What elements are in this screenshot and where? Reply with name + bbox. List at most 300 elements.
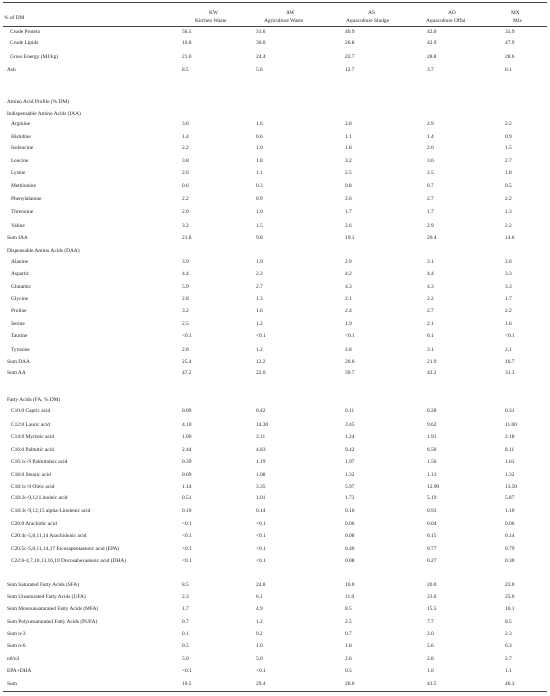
column-name-kw: Kitchen Waste: [195, 18, 227, 24]
table-row: [0, 100, 550, 108]
column-name-mx: Mix: [513, 18, 522, 24]
row-label: Lysine: [11, 170, 26, 176]
table-cell: 2.0: [427, 631, 434, 637]
table-cell: 2.2: [182, 196, 189, 202]
table-cell: 42.9: [427, 40, 437, 46]
table-cell: 19.1: [345, 235, 355, 241]
table-cell: 23.0: [427, 594, 437, 600]
table-row: [0, 112, 550, 120]
table-cell: 0.27: [427, 558, 437, 564]
table-cell: 4.4: [182, 271, 189, 277]
table-cell: 2.1: [505, 347, 512, 353]
table-cell: 0.7: [427, 183, 434, 189]
table-cell: 0.9: [505, 134, 512, 140]
table-row: [0, 547, 550, 555]
column-code-kw: KW: [209, 10, 218, 16]
table-cell: 1.32: [505, 472, 515, 478]
table-cell: 1.73: [345, 495, 355, 501]
table-cell: 0.14: [256, 508, 266, 514]
table-cell: 0.5: [345, 668, 352, 674]
table-cell: 0.42: [256, 408, 266, 414]
table-cell: 46.3: [505, 681, 515, 687]
table-row: [0, 559, 550, 567]
row-label: Ash: [7, 67, 16, 73]
table-cell: 1.0: [256, 643, 263, 649]
table-cell: 0.6: [256, 134, 263, 140]
table-row: [0, 348, 550, 356]
table-cell: 0.5: [505, 183, 512, 189]
table-row: [0, 197, 550, 205]
row-label: Indispensable Amino Acids (IAA): [7, 111, 81, 117]
table-row: [0, 360, 550, 368]
table-cell: 2.8: [345, 347, 352, 353]
table-row: [0, 68, 550, 76]
table-cell: 2.2: [505, 223, 512, 229]
table-cell: 3.6: [182, 121, 189, 127]
table-cell: 1.7: [182, 606, 189, 612]
table-row: [0, 210, 550, 218]
table-cell: 1.4: [427, 134, 434, 140]
table-cell: 0.30: [505, 558, 515, 564]
table-cell: 0.9: [256, 196, 263, 202]
table-cell: 2.4: [345, 308, 352, 314]
table-row: [0, 272, 550, 280]
table-cell: <0.1: [256, 521, 266, 527]
table-cell: 4.3: [345, 284, 352, 290]
row-label: C20:0 Arachidic acid: [11, 521, 57, 527]
row-label: n6/n3: [7, 656, 20, 662]
row-label: Tyrosine: [11, 347, 30, 353]
table-cell: 8.11: [505, 447, 515, 453]
header-rule: [3, 26, 547, 27]
table-cell: 7.7: [427, 619, 434, 625]
table-row: [0, 41, 550, 49]
table-cell: 3.45: [345, 422, 355, 428]
table-row: [0, 620, 550, 628]
table-cell: 8.5: [182, 67, 189, 73]
table-row: [0, 583, 550, 591]
table-cell: 1.9: [256, 259, 263, 265]
table-cell: 0.5: [182, 643, 189, 649]
table-cell: 14.30: [256, 422, 269, 428]
table-row: [0, 632, 550, 640]
table-cell: 1.3: [505, 209, 512, 215]
row-label: C18:1c-9 Oleic acid: [11, 484, 55, 490]
table-cell: 2.9: [427, 121, 434, 127]
table-row: [0, 30, 550, 38]
table-cell: 5.19: [427, 495, 437, 501]
table-cell: 1.01: [256, 495, 266, 501]
table-cell: 21.9: [427, 359, 437, 365]
table-row: [0, 236, 550, 244]
table-cell: <0.1: [345, 333, 355, 339]
table-row: [0, 171, 550, 179]
table-cell: 25.0: [505, 594, 515, 600]
row-label: Sum n-6: [7, 643, 26, 649]
table-cell: 1.0: [256, 145, 263, 151]
table-cell: 2.2: [505, 308, 512, 314]
table-cell: 0.1: [182, 631, 189, 637]
table-cell: 5.87: [505, 495, 515, 501]
table-cell: 0.15: [427, 533, 437, 539]
table-cell: 2.7: [427, 308, 434, 314]
table-cell: 0.3: [256, 183, 263, 189]
table-cell: 2.1: [427, 321, 434, 327]
table-cell: 20.4: [427, 235, 437, 241]
table-cell: 9.42: [345, 447, 355, 453]
row-label: C16:0 Palmitic acid: [11, 447, 54, 453]
table-cell: 9.62: [427, 422, 437, 428]
row-label: Glycine: [11, 296, 29, 302]
table-cell: 24.0: [256, 582, 266, 588]
table-cell: 1.10: [505, 508, 515, 514]
table-cell: 3.6: [427, 158, 434, 164]
table-cell: 2.6: [345, 223, 352, 229]
table-cell: 2.6: [345, 656, 352, 662]
table-row: [0, 485, 550, 493]
row-label: EPA+DHA: [7, 668, 32, 674]
table-cell: 2.9: [345, 259, 352, 265]
table-cell: 2.7: [505, 158, 512, 164]
table-cell: 8.5: [345, 606, 352, 612]
table-cell: 0.06: [345, 521, 355, 527]
table-cell: 1.2: [256, 347, 263, 353]
table-cell: 1.19: [256, 459, 266, 465]
table-cell: 25.4: [182, 359, 192, 365]
table-cell: 16.0: [345, 582, 355, 588]
table-cell: 2.5: [345, 619, 352, 625]
table-cell: 1.1: [505, 668, 512, 674]
row-label: Taurine: [11, 333, 28, 339]
table-cell: 12.90: [427, 484, 440, 490]
table-cell: 3.3: [505, 284, 512, 290]
table-cell: 1.61: [505, 459, 515, 465]
table-cell: <0.1: [182, 333, 192, 339]
table-cell: 0.1: [427, 333, 434, 339]
table-cell: 2.18: [505, 434, 515, 440]
table-row: [0, 322, 550, 330]
table-cell: 5.6: [256, 67, 263, 73]
table-cell: 47.9: [505, 40, 515, 46]
table-cell: 0.2: [256, 631, 263, 637]
row-label: C12:0 Lauric acid: [11, 422, 50, 428]
table-cell: 0.14: [505, 533, 515, 539]
table-cell: 1.14: [182, 484, 192, 490]
table-cell: 2.6: [182, 170, 189, 176]
table-cell: 2.7: [427, 196, 434, 202]
table-cell: 2.2: [182, 145, 189, 151]
table-cell: 1.8: [505, 170, 512, 176]
table-cell: 1.6: [505, 321, 512, 327]
column-name-aw: Agriculture Waste: [264, 18, 304, 24]
table-cell: 28.8: [427, 54, 437, 60]
table-cell: 2.7: [505, 656, 512, 662]
column-code-aw: AW: [286, 10, 295, 16]
row-label: Histidine: [11, 134, 31, 140]
table-cell: 3.3: [505, 271, 512, 277]
row-label: Crude Protein: [10, 29, 41, 35]
table-cell: 2.8: [345, 121, 352, 127]
table-cell: <0.1: [256, 533, 266, 539]
table-cell: 2.2: [256, 271, 263, 277]
row-label: Alanine: [11, 259, 29, 265]
table-cell: 31.6: [256, 29, 266, 35]
table-cell: 29.4: [256, 681, 266, 687]
table-cell: 1.0: [256, 209, 263, 215]
row-label: C20:5c-5,8,11,14,17 Eicosapentaenoic acid (EPA): [11, 546, 120, 552]
table-cell: 42.0: [427, 29, 437, 35]
row-label: Sum: [7, 681, 17, 687]
table-cell: 0.16: [345, 508, 355, 514]
table-cell: <0.1: [256, 546, 266, 552]
row-label: C18:3c-9,12,15 alpha-Linolenic acid: [11, 508, 91, 514]
table-cell: 0.51: [182, 495, 192, 501]
table-cell: 1.6: [256, 121, 263, 127]
row-label: Threonine: [11, 209, 34, 215]
table-cell: 5.9: [182, 284, 189, 290]
table-row: [0, 682, 550, 690]
table-cell: 2.7: [256, 284, 263, 290]
table-cell: 4.9: [256, 606, 263, 612]
table-cell: 0.6: [182, 183, 189, 189]
table-cell: 31.3: [505, 370, 515, 376]
table-cell: 4.83: [256, 447, 266, 453]
column-name-as: Aquaculture Sludge: [346, 18, 389, 24]
table-cell: 0.10: [182, 508, 192, 514]
table-cell: 1.00: [182, 434, 192, 440]
row-label: Sum Polyunsaturated Fatty Acids (PUFA): [7, 619, 98, 625]
table-cell: 3.35: [256, 484, 266, 490]
table-row: [0, 607, 550, 615]
table-cell: 1.56: [427, 459, 437, 465]
table-cell: 4.2: [345, 271, 352, 277]
table-cell: 6.1: [256, 594, 263, 600]
table-cell: 2.5: [182, 321, 189, 327]
table-cell: 1.3: [256, 296, 263, 302]
row-label: Sum Monounsaturated Fatty Acids (MFA): [7, 606, 99, 612]
table-cell: 1.08: [256, 472, 266, 478]
table-cell: 0.31: [505, 408, 515, 414]
table-cell: 14.6: [505, 235, 515, 241]
table-cell: 23.0: [505, 582, 515, 588]
table-cell: <0.1: [256, 668, 266, 674]
table-cell: 0.40: [345, 546, 355, 552]
table-cell: 1.6: [256, 308, 263, 314]
table-cell: 0.79: [505, 546, 515, 552]
column-code-mx: MX: [511, 10, 520, 16]
table-row: [0, 496, 550, 504]
table-cell: 1.1: [256, 170, 263, 176]
table-row: [0, 595, 550, 603]
table-cell: 9.8: [256, 235, 263, 241]
table-cell: 2.1: [345, 296, 352, 302]
table-cell: 3.9: [182, 259, 189, 265]
row-label: Gross Energy (MJ/kg): [10, 54, 59, 60]
table-row: [0, 448, 550, 456]
table-cell: <0.1: [256, 558, 266, 564]
table-cell: 0.09: [182, 408, 192, 414]
table-cell: 3.2: [182, 308, 189, 314]
table-cell: 24.4: [256, 54, 266, 60]
table-cell: 0.06: [505, 521, 515, 527]
row-label: Methionine: [11, 183, 36, 189]
row-label: Sum Saturated Fatty Acids (SFA): [7, 582, 80, 588]
row-label: Crude Lipids: [10, 40, 39, 46]
table-cell: 13.50: [505, 484, 518, 490]
table-row: [0, 409, 550, 417]
table-cell: 1.5: [505, 145, 512, 151]
table-row: [0, 146, 550, 154]
table-cell: <0.1: [182, 533, 192, 539]
table-row: [0, 522, 550, 530]
table-cell: 3.1: [427, 259, 434, 265]
table-cell: 22.7: [345, 54, 355, 60]
table-cell: 2.8: [182, 347, 189, 353]
table-cell: 0.08: [345, 533, 355, 539]
table-cell: 2.3: [182, 594, 189, 600]
table-cell: 42.2: [427, 370, 437, 376]
row-label: Dispensable Amino Acids (DAA): [7, 248, 80, 254]
row-label: Valine: [11, 223, 25, 229]
table-row: [0, 509, 550, 517]
table-cell: 3.1: [427, 347, 434, 353]
row-label: Fatty Acids (FA, % DM): [7, 397, 61, 403]
table-cell: 1.0: [427, 668, 434, 674]
table-cell: 33.9: [505, 29, 515, 35]
table-cell: 2.0: [427, 145, 434, 151]
row-label: C10:0 Capric acid: [11, 408, 51, 414]
table-cell: 3.7: [427, 67, 434, 73]
table-cell: 4.3: [427, 284, 434, 290]
table-cell: 12.7: [345, 67, 355, 73]
row-label: Sum DAA: [7, 359, 30, 365]
row-label: C16:1c-9 Palmitoleic acid: [11, 459, 68, 465]
table-cell: 21.0: [182, 54, 192, 60]
table-cell: 1.2: [256, 619, 263, 625]
table-cell: 2.8: [182, 296, 189, 302]
table-cell: 6.3: [505, 643, 512, 649]
table-cell: 20.6: [345, 359, 355, 365]
row-label: Serine: [11, 321, 25, 327]
table-cell: 2.5: [427, 170, 434, 176]
table-cell: 40.9: [345, 29, 355, 35]
table-cell: 0.69: [182, 472, 192, 478]
table-row: [0, 55, 550, 63]
table-cell: 2.2: [427, 296, 434, 302]
table-cell: <0.1: [182, 546, 192, 552]
table-row: [0, 184, 550, 192]
column-name-ao: Aquaculture Offal: [426, 18, 466, 24]
table-bottom-rule: [3, 691, 547, 692]
table-cell: 0.8: [345, 183, 352, 189]
column-code-ao: AO: [448, 10, 456, 16]
table-cell: 2.2: [505, 196, 512, 202]
table-cell: 6.50: [427, 447, 437, 453]
table-cell: 1.4: [182, 134, 189, 140]
table-cell: 16.7: [505, 359, 515, 365]
table-cell: 6.1: [505, 67, 512, 73]
row-label: C14:0 Myristic acid: [11, 434, 55, 440]
table-row: [0, 435, 550, 443]
table-cell: 0.08: [345, 558, 355, 564]
row-label: C22:6-4,7,10,13,16,19 Docosahexaenoic acid (DHA): [11, 558, 126, 564]
row-label: Proline: [11, 308, 27, 314]
table-cell: <0.1: [505, 333, 515, 339]
table-cell: 3.11: [256, 434, 266, 440]
row-label: Sum n-3: [7, 631, 26, 637]
row-label: Glutamic: [11, 284, 32, 290]
table-cell: 1.32: [345, 472, 355, 478]
row-label: C18:2c-9,12 Linoleic acid: [11, 495, 68, 501]
table-cell: 12.2: [256, 359, 266, 365]
table-cell: 2.6: [345, 196, 352, 202]
table-cell: 1.9: [345, 321, 352, 327]
row-label: Isoleucine: [11, 145, 34, 151]
table-cell: 2.6: [505, 259, 512, 265]
table-row: [0, 644, 550, 652]
table-cell: 3.2: [182, 223, 189, 229]
table-cell: 47.2: [182, 370, 192, 376]
table-cell: 3.2: [345, 158, 352, 164]
table-cell: 1.8: [345, 643, 352, 649]
table-cell: 10.8: [182, 40, 192, 46]
table-top-rule: [3, 2, 547, 3]
column-code-as: AS: [368, 10, 375, 16]
table-row: [0, 423, 550, 431]
table-row: [0, 473, 550, 481]
table-cell: 28.6: [505, 54, 515, 60]
table-cell: 8.5: [505, 619, 512, 625]
table-row: [0, 309, 550, 317]
row-label: Phenylalanine: [11, 196, 42, 202]
row-label: C18:0 Stearic acid: [11, 472, 51, 478]
table-row: [0, 159, 550, 167]
row-label: Arginine: [11, 121, 31, 127]
table-row: [0, 122, 550, 130]
table-cell: 22.0: [256, 370, 266, 376]
table-cell: 5.6: [427, 643, 434, 649]
table-row: [0, 260, 550, 268]
table-row: [0, 224, 550, 232]
table-cell: 1.5: [256, 223, 263, 229]
table-cell: 1.8: [256, 158, 263, 164]
table-cell: 41.5: [427, 681, 437, 687]
table-row: [0, 669, 550, 677]
table-cell: 1.91: [427, 434, 437, 440]
table-cell: 0.39: [182, 459, 192, 465]
table-cell: 0.77: [427, 546, 437, 552]
table-cell: 1.8: [345, 145, 352, 151]
row-label: Amino Acid Profile (% DM): [7, 99, 69, 105]
table-cell: 2.5: [345, 170, 352, 176]
table-cell: 2.0: [182, 209, 189, 215]
row-label: Aspartic: [11, 271, 30, 277]
table-cell: 0.04: [427, 521, 437, 527]
table-cell: 56.5: [182, 29, 192, 35]
row-label: C20:4c-5,8,11,14 Arachidonic acid: [11, 533, 87, 539]
table-row: [0, 371, 550, 379]
table-cell: 10.5: [182, 681, 192, 687]
table-row: [0, 285, 550, 293]
table-row: [0, 297, 550, 305]
table-cell: 30.0: [256, 40, 266, 46]
table-cell: 4.10: [182, 422, 192, 428]
table-cell: 20.0: [427, 582, 437, 588]
table-cell: 1.24: [345, 434, 355, 440]
table-cell: 1.7: [345, 209, 352, 215]
table-cell: 2.9: [427, 223, 434, 229]
table-cell: 39.7: [345, 370, 355, 376]
